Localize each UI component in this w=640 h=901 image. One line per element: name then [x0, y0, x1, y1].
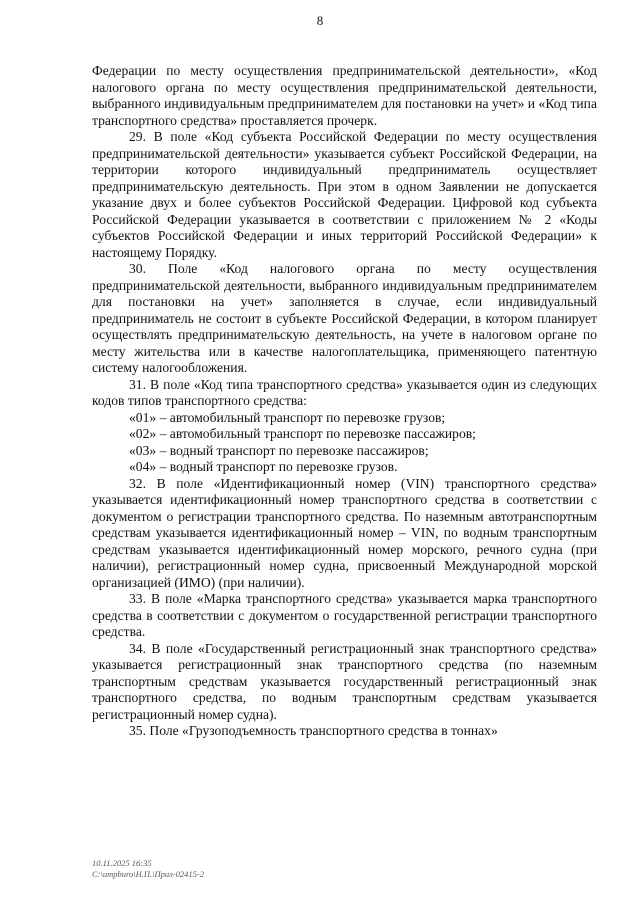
- code-item-02: «02» – автомобильный транспорт по перевозке пассажиров;: [129, 426, 476, 441]
- paragraph-32: 32. В поле «Идентификационный номер (VIN) транспортного средства» указывается идентификационный номер транспортного средства в соответствии с документом о регистрации транспортного средства. По наземным автотранспортным средствам указывается идентификационный номер – VIN, по водным транспортным средствам указывается идентификационный номер морского, речного судна (при наличии), регистрационный номер судна, присвоенный Международной морской организацией (ИМО) (при наличии).: [92, 475, 597, 590]
- paragraph-34: 34. В поле «Государственный регистрационный знак транспортного средства» указывается регистрационный знак транспортного средства (по наземным транспортным средствам указывается государственный регистрационный знак транспортного средства, по водным транспортным средствам указывается регистрационный номер судна).: [92, 640, 597, 722]
- paragraph-35: 35. Поле «Грузоподъемность транспортного средства в тоннах»: [129, 723, 498, 738]
- code-item-01: «01» – автомобильный транспорт по перевозке грузов;: [129, 409, 446, 425]
- paragraph-33: 33. В поле «Марка транспортного средства» указывается марка транспортного средства в соответствии с документом о государственной регистрации транспортного средства.: [92, 591, 597, 639]
- code-item-03: «03» – водный транспорт по перевозке пассажиров;: [129, 442, 429, 458]
- paragraph-0: Федерации по месту осуществления предпринимательской деятельности», «Код налогового органа по месту осуществления предпринимательской деятельности, выбранного индивидуальным предпринимателем для постановки на учет» и «Код типа транспортного средства» проставляется прочерк.: [92, 63, 597, 128]
- paragraph-30: 30. Поле «Код налогового органа по месту осуществления предпринимательской деятельности, выбранного индивидуальным предпринимателем для постановки на учет» заполняется в случае, если индивидуальный предприниматель не состоит в субъекте Российской Федерации, в котором планирует осуществлять предпринимательскую деятельность, на учете в налоговом органе по месту жительства или в качестве налогоплательщика, применяющего патентную систему налогообложения.: [92, 261, 597, 375]
- paragraph-31: 31. В поле «Код типа транспортного средства» указывается один из следующих кодов типов транспортного средства:: [92, 376, 597, 408]
- code-item-04: «04» – водный транспорт по перевозке грузов.: [129, 459, 398, 474]
- footer-file-path: C:\umpburo\Н.П.\Прил-02415-2: [92, 869, 204, 879]
- footer-timestamp: 10.11.2025 16:35: [92, 858, 152, 868]
- page-number: 8: [316, 13, 324, 28]
- document-body: [92, 63, 597, 740]
- paragraph-29: 29. В поле «Код субъекта Российской Федерации по месту осуществления предпринимательской деятельности» указывается субъект Российской Федерации, на территории которого индивидуальный предприниматель осуществляет предпринимательскую деятельность. При этом в одном Заявлении не допускается указание двух и более субъектов Российской Федерации. Цифровой код субъекта Российской Федерации указывается в соответствии с приложением № 2 «Коды субъектов Российской Федерации и иных территорий Российской Федерации» к настоящему Порядку.: [92, 129, 597, 260]
- document-footer: [92, 858, 204, 880]
